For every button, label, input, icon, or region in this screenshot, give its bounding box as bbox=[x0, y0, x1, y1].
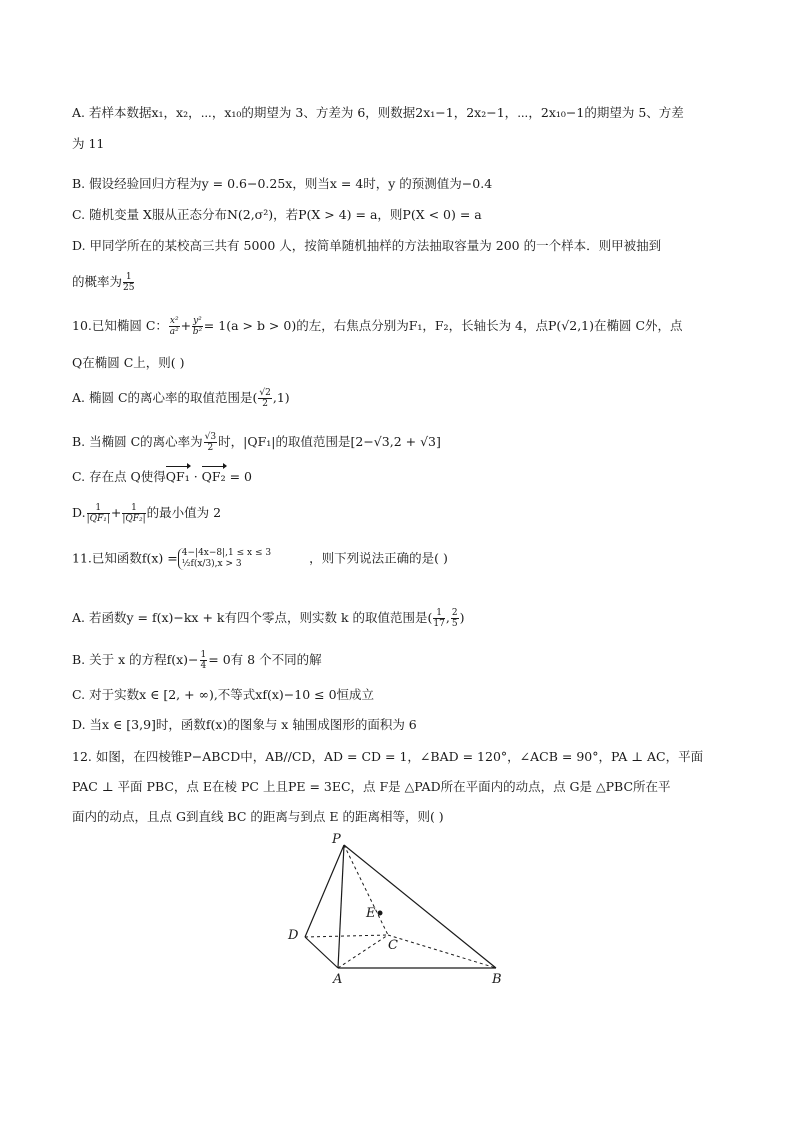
q10-x2: x² bbox=[169, 316, 179, 326]
q12-stem-line2: PAC ⊥ 平面 PBC，点 E在棱 PC 上且PE = 3EC，点 F是 △PAD所在平面内的动点，点 G是 △PBC所在平 bbox=[72, 779, 671, 794]
q11-option-c: C. 对于实数x ∈ [2, + ∞),不等式xf(x)−10 ≤ 0恒成立 bbox=[72, 687, 375, 702]
q10-option-a bbox=[72, 388, 290, 409]
q10-a-num: √2 bbox=[259, 388, 271, 398]
q10-vector-qf1: QF₁ bbox=[165, 469, 190, 484]
q11-option-b bbox=[72, 650, 322, 671]
q11-a-d1: 17 bbox=[433, 619, 445, 629]
q9-d-den: 25 bbox=[123, 283, 135, 293]
q11-option-d: D. 当x ∈ [3,9]时，函数f(x)的图象与 x 轴围成图形的面积为 6 bbox=[72, 717, 417, 732]
q11-a-suffix: ) bbox=[459, 610, 465, 625]
q10-stem-line2: Q在椭圆 C上，则( ) bbox=[72, 355, 185, 370]
q11-option-a: A. 若函数y = f(x)−kx + k有四个零点，则实数 k 的取值范围是( $\frac{1}{17}$ , $\frac{2}{5}$ ) bbox=[72, 608, 465, 629]
q10-b-prefix: B. 当椭圆 C的离心率为 bbox=[72, 434, 203, 449]
q11-b-den: 4 bbox=[200, 661, 207, 671]
q9-option-d-line2 bbox=[72, 272, 135, 293]
q10-a2: a² bbox=[169, 327, 179, 337]
label-d: D bbox=[288, 928, 299, 943]
q11-b-prefix: B. 关于 x 的方程f(x)− bbox=[72, 652, 199, 667]
q11-a-d2: 5 bbox=[451, 619, 458, 629]
edge-cb bbox=[388, 935, 496, 968]
label-a: A bbox=[333, 972, 343, 987]
q10-d-d1: |QF₁| bbox=[86, 514, 110, 524]
edge-dc bbox=[305, 935, 388, 937]
q9-d-num: 1 bbox=[123, 272, 134, 283]
q11-stem-prefix: 11.已知函数f(x) = bbox=[72, 550, 178, 566]
label-e: E bbox=[366, 906, 376, 921]
q10-b2: b² bbox=[192, 327, 203, 337]
q10-a-den: 2 bbox=[262, 399, 268, 409]
q11-b-fraction bbox=[200, 650, 208, 671]
q10-d-fraction-2 bbox=[122, 503, 145, 524]
q12-stem-line1: 12. 如图，在四棱锥P−ABCD中，AB//CD，AD = CD = 1，∠BAD = 120°，∠ACB = 90°，PA ⊥ AC，平面 bbox=[72, 749, 704, 764]
q10-plus: + bbox=[180, 318, 192, 333]
label-b: B bbox=[492, 972, 502, 987]
q10-b-suffix: 时，|QF₁|的取值范围是[2−√3,2 + √3] bbox=[218, 434, 441, 449]
q11-piecewise bbox=[178, 548, 271, 570]
q10-a-fraction bbox=[258, 388, 271, 409]
edge-ac bbox=[338, 935, 388, 968]
q11-a-fraction-1 bbox=[433, 608, 444, 629]
q10-stem-line1 bbox=[72, 316, 683, 337]
edge-pc bbox=[344, 845, 388, 935]
q10-d-prefix: D. bbox=[72, 505, 86, 520]
q9-option-a-line1: A. 若样本数据x₁，x₂，⋯，x₁₀的期望为 3、方差为 6，则数据2x₁−1，2x₂−1，⋯，2x₁₀−1的期望为 5、方差 bbox=[72, 105, 684, 120]
q9-d-prefix: 的概率为 bbox=[72, 274, 123, 289]
q11-case-1: 4−|4x−8|,1 ≤ x ≤ 3 bbox=[181, 548, 272, 558]
q11-a-fraction-2 bbox=[451, 608, 459, 629]
q10-d-n1: 1 bbox=[87, 503, 110, 514]
q9-option-c: C. 随机变量 X服从正态分布N(2,σ²)，若P(X > 4) = a，则P(X < 0) = a bbox=[72, 207, 482, 222]
q10-vector-qf2: QF₂ bbox=[201, 469, 226, 484]
q10-x-fraction bbox=[169, 316, 180, 337]
q9-option-b: B. 假设经验回归方程为y = 0.6−0.25x，则当x = 4时，y 的预测值为−0.4 bbox=[72, 176, 493, 191]
q10-c-dot: · bbox=[189, 469, 202, 484]
q11-b-suffix: = 0有 8 个不同的解 bbox=[208, 652, 322, 667]
label-c: C bbox=[388, 938, 398, 953]
q11-stem bbox=[72, 548, 448, 570]
q10-stem-prefix: 10.已知椭圆 C： bbox=[72, 318, 168, 333]
label-p: P bbox=[332, 832, 341, 847]
q10-y-fraction bbox=[192, 316, 203, 337]
q10-b-fraction bbox=[204, 432, 217, 453]
q9-option-d-line1: D. 甲同学所在的某校高三共有 5000 人，按简单随机抽样的方法抽取容量为 200 的一个样本．则甲被抽到 bbox=[72, 238, 662, 253]
q10-b-den: 2 bbox=[207, 443, 214, 453]
q10-d-n2: 1 bbox=[122, 503, 145, 514]
q10-c-suffix: = 0 bbox=[225, 469, 252, 484]
q11-b-num: 1 bbox=[200, 650, 207, 660]
q11-stem-suffix: ，则下列说法正确的是( ) bbox=[309, 550, 448, 566]
point-e bbox=[378, 911, 383, 916]
q10-option-b bbox=[72, 432, 441, 453]
q11-a-n1: 1 bbox=[433, 608, 444, 619]
q9-d-fraction bbox=[123, 272, 134, 293]
q11-a-prefix: A. 若函数y = f(x)−kx + k有四个零点，则实数 k 的取值范围是( bbox=[72, 610, 433, 625]
q10-a-prefix: A. 椭圆 C的离心率的取值范围是( bbox=[72, 390, 258, 405]
edge-pa bbox=[338, 845, 344, 968]
q10-d-d2: |QF₂| bbox=[122, 514, 146, 524]
q10-d-suffix: 的最小值为 2 bbox=[146, 505, 222, 520]
q10-d-fraction-1 bbox=[87, 503, 110, 524]
edge-da bbox=[305, 937, 338, 968]
q9-option-a-line2: 为 11 bbox=[72, 136, 105, 151]
q10-c-prefix: C. 存在点 Q使得 bbox=[72, 469, 166, 484]
q10-stem-middle: = 1(a > b > 0)的左，右焦点分别为F₁，F₂，长轴长为 4，点P(√2,1)在椭圆 C外，点 bbox=[203, 318, 683, 333]
q10-y2: y² bbox=[193, 316, 202, 326]
q10-b-num: √3 bbox=[204, 432, 217, 442]
q12-stem-line3: 面内的动点，且点 G到直线 BC 的距离与到点 E 的距离相等，则( ) bbox=[72, 809, 444, 824]
q11-case-2: ½f(x/3),x > 3 bbox=[181, 559, 242, 569]
q10-option-d: D. $\frac{1}{\text{|QF₁|}}$ + $\frac{1}{\text{|QF₂|}}$ 的最小值为 2 bbox=[72, 503, 222, 524]
q10-a-suffix: ,1) bbox=[272, 390, 290, 405]
edge-pb bbox=[344, 845, 496, 968]
q10-option-c bbox=[72, 468, 252, 486]
q11-a-n2: 2 bbox=[451, 608, 458, 618]
edge-pd bbox=[305, 845, 344, 937]
